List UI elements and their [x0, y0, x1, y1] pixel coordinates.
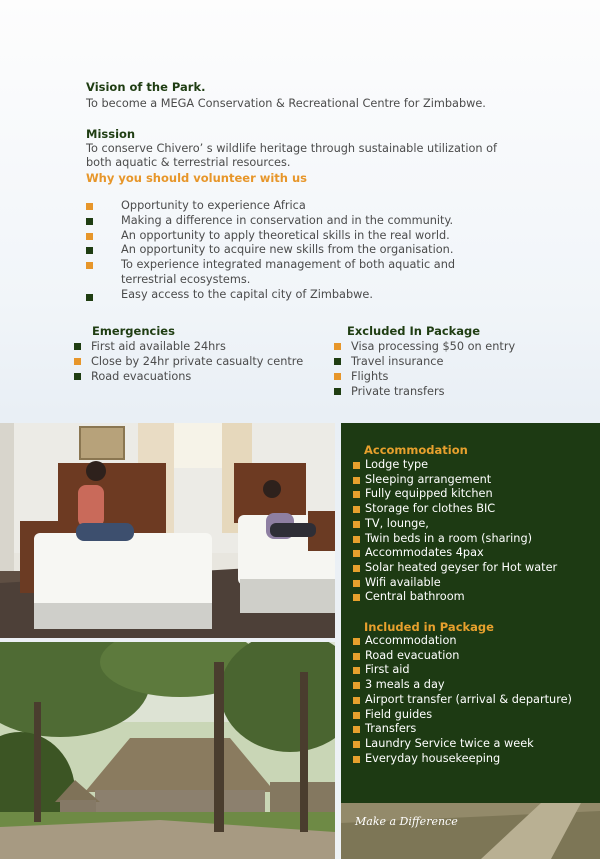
list-item: Close by 24hr private casualty centre — [74, 354, 303, 369]
lodge-photo — [0, 642, 335, 859]
accommodation-list — [353, 458, 557, 605]
square-bullet-icon — [86, 262, 93, 269]
why-volunteer-list — [86, 199, 506, 303]
emergencies-list — [74, 339, 303, 384]
list-item: 3 meals a day — [353, 678, 572, 693]
square-bullet-icon — [353, 550, 360, 557]
square-bullet-icon — [353, 682, 360, 689]
info-panel — [341, 423, 600, 803]
square-bullet-icon — [334, 358, 341, 365]
square-bullet-icon — [86, 294, 93, 301]
square-bullet-icon — [353, 667, 360, 674]
list-item: Making a difference in conservation and in the community. — [86, 214, 506, 229]
square-bullet-icon — [353, 638, 360, 645]
vision-title: Vision of the Park. — [86, 80, 206, 94]
emergencies-title: Emergencies — [92, 324, 175, 338]
square-bullet-icon — [86, 233, 93, 240]
list-item: Flights — [334, 369, 515, 384]
list-item: Accommodates 4pax — [353, 546, 557, 561]
square-bullet-icon — [353, 536, 360, 543]
list-item: Storage for clothes BIC — [353, 502, 557, 517]
list-item: Visa processing $50 on entry — [334, 339, 515, 354]
list-item: To experience integrated management of both aquatic and terrestrial ecosystems. — [86, 258, 506, 288]
list-item: Laundry Service twice a week — [353, 737, 572, 752]
square-bullet-icon — [353, 594, 360, 601]
list-item: Field guides — [353, 708, 572, 723]
list-item: Solar heated geyser for Hot water — [353, 561, 557, 576]
square-bullet-icon — [334, 388, 341, 395]
list-item: Twin beds in a room (sharing) — [353, 532, 557, 547]
square-bullet-icon — [353, 491, 360, 498]
list-item: Sleeping arrangement — [353, 473, 557, 488]
square-bullet-icon — [353, 477, 360, 484]
square-bullet-icon — [353, 712, 360, 719]
list-item: Easy access to the capital city of Zimbabwe. — [86, 288, 506, 303]
square-bullet-icon — [353, 697, 360, 704]
square-bullet-icon — [353, 653, 360, 660]
tagline: Make a Difference — [355, 815, 458, 828]
square-bullet-icon — [74, 358, 81, 365]
list-item: TV, lounge, — [353, 517, 557, 532]
bedroom-photo — [0, 423, 335, 638]
square-bullet-icon — [334, 373, 341, 380]
list-item: An opportunity to acquire new skills from the organisation. — [86, 243, 506, 258]
accommodation-title: Accommodation — [364, 443, 468, 457]
list-item: Central bathroom — [353, 590, 557, 605]
why-volunteer-title: Why you should volunteer with us — [86, 171, 308, 185]
mission-text: To conserve Chivero’ s wildlife heritage through sustainable utilization of both aquatic & terrestrial resources. — [86, 142, 498, 169]
included-list — [353, 634, 572, 766]
list-item: Wifi available — [353, 576, 557, 591]
included-title: Included in Package — [364, 620, 494, 634]
list-item: Transfers — [353, 722, 572, 737]
square-bullet-icon — [353, 462, 360, 469]
square-bullet-icon — [353, 726, 360, 733]
list-item: Road evacuation — [353, 649, 572, 664]
square-bullet-icon — [353, 506, 360, 513]
list-item: Opportunity to experience Africa — [86, 199, 506, 214]
list-item: Everyday housekeeping — [353, 752, 572, 767]
excluded-list — [334, 339, 515, 399]
square-bullet-icon — [353, 521, 360, 528]
square-bullet-icon — [353, 741, 360, 748]
list-item: Private transfers — [334, 384, 515, 399]
list-item: Fully equipped kitchen — [353, 487, 557, 502]
excluded-title: Excluded In Package — [347, 324, 481, 338]
list-item: An opportunity to apply theoretical skills in the real world. — [86, 229, 506, 244]
square-bullet-icon — [74, 373, 81, 380]
square-bullet-icon — [353, 565, 360, 572]
square-bullet-icon — [74, 343, 81, 350]
grass-photo — [341, 803, 600, 859]
list-item: Lodge type — [353, 458, 557, 473]
mission-title: Mission — [86, 127, 136, 141]
list-item: Travel insurance — [334, 354, 515, 369]
square-bullet-icon — [86, 218, 93, 225]
vision-text: To become a MEGA Conservation & Recreational Centre for Zimbabwe. — [86, 97, 486, 110]
square-bullet-icon — [353, 580, 360, 587]
list-item: First aid available 24hrs — [74, 339, 303, 354]
list-item: Accommodation — [353, 634, 572, 649]
list-item: First aid — [353, 663, 572, 678]
square-bullet-icon — [86, 203, 93, 210]
square-bullet-icon — [334, 343, 341, 350]
list-item: Road evacuations — [74, 369, 303, 384]
square-bullet-icon — [86, 247, 93, 254]
list-item: Airport transfer (arrival & departure) — [353, 693, 572, 708]
square-bullet-icon — [353, 756, 360, 763]
